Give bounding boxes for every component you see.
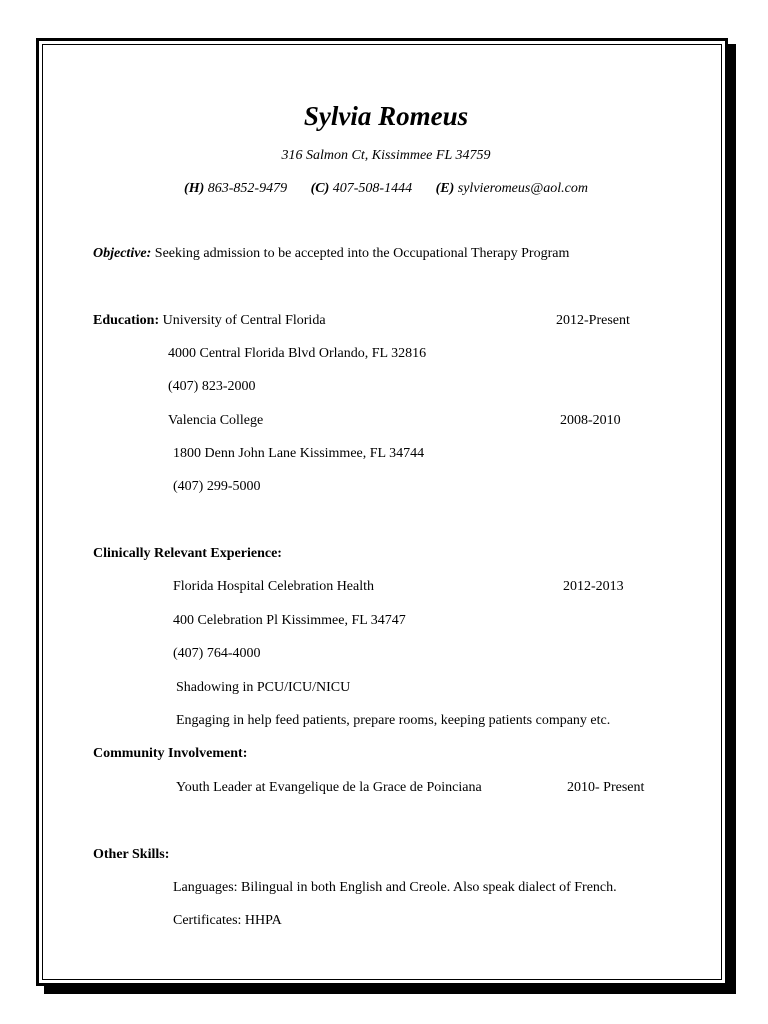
skills-label: Other Skills: <box>93 847 170 862</box>
email-address: sylvieromeus@aol.com <box>457 181 588 196</box>
school-address: 4000 Central Florida Blvd Orlando, FL 32816 <box>168 346 427 361</box>
contact-line <box>43 182 729 196</box>
experience-address: 400 Celebration Pl Kissimmee, FL 34747 <box>173 613 406 628</box>
experience-phone: (407) 764-4000 <box>173 646 261 661</box>
skill-item: Languages: Bilingual in both English and Creole. Also speak dialect of French. <box>173 880 617 895</box>
resume-page <box>36 38 728 986</box>
email-label: (E) <box>435 181 455 196</box>
school-dates: 2008-2010 <box>560 413 621 428</box>
education-label: Education: <box>93 313 160 328</box>
experience-dates: 2012-2013 <box>563 579 624 594</box>
objective-text: Seeking admission to be accepted into the Occupational Therapy Program <box>154 246 570 261</box>
skill-item: Certificates: HHPA <box>173 913 282 928</box>
home-phone: 863-852-9479 <box>207 181 288 196</box>
school-phone: (407) 823-2000 <box>168 379 256 394</box>
experience-duty: Engaging in help feed patients, prepare rooms, keeping patients company etc. <box>176 713 611 728</box>
applicant-address: 316 Salmon Ct, Kissimmee FL 34759 <box>281 148 491 163</box>
objective-line <box>93 247 569 261</box>
cell-phone: 407-508-1444 <box>332 181 413 196</box>
experience-duty: Shadowing in PCU/ICU/NICU <box>176 680 351 695</box>
school-phone: (407) 299-5000 <box>173 479 261 494</box>
school-name: University of Central Florida <box>162 313 326 328</box>
applicant-name: Sylvia Romeus <box>303 101 469 131</box>
objective-label: Objective: <box>93 246 152 261</box>
experience-label: Clinically Relevant Experience: <box>93 546 282 561</box>
education-line <box>93 314 326 328</box>
experience-employer: Florida Hospital Celebration Health <box>173 579 375 594</box>
community-label: Community Involvement: <box>93 746 248 761</box>
home-phone-label: (H) <box>184 181 205 196</box>
school-address: 1800 Denn John Lane Kissimmee, FL 34744 <box>173 446 425 461</box>
school-dates: 2012-Present <box>556 313 630 328</box>
inner-border <box>42 44 722 980</box>
school-name: Valencia College <box>168 413 264 428</box>
community-dates: 2010- Present <box>567 780 645 795</box>
cell-phone-label: (C) <box>310 181 330 196</box>
community-role: Youth Leader at Evangelique de la Grace de Poinciana <box>176 780 482 795</box>
